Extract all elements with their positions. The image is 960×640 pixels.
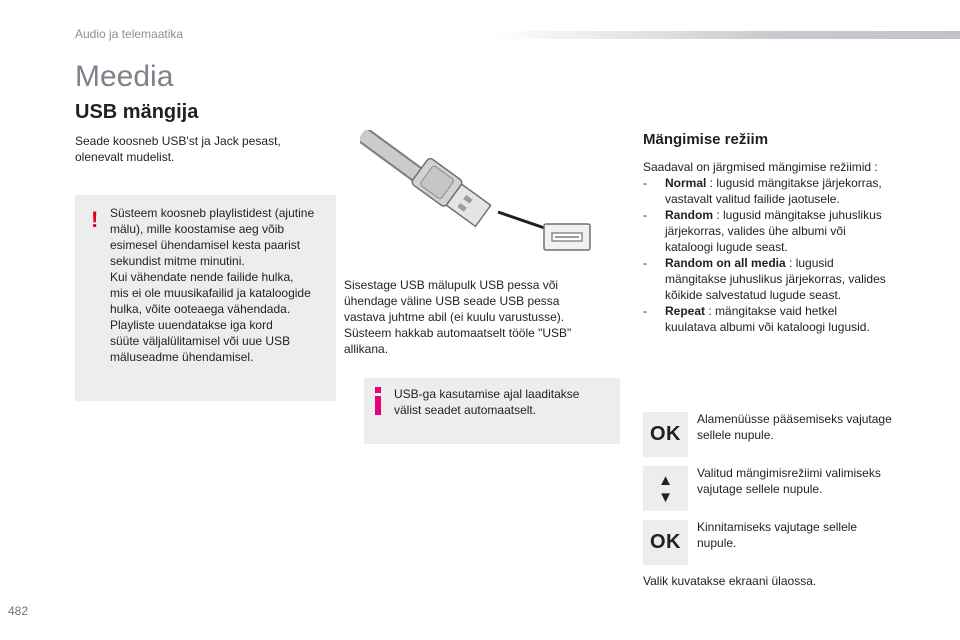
mode-desc: : mängitakse vaid hetkel — [705, 304, 838, 318]
warning-text — [110, 205, 330, 365]
key-text-line: nupule. — [697, 536, 737, 550]
usb-instructions-line: vastava juhtme abil (ei kuulu varustusse). — [344, 310, 565, 324]
mode-desc: järjekorras, valides ühe albumi või — [665, 224, 846, 238]
warning-line: mäluseadme ühendamisel. — [110, 350, 254, 364]
key-text-line: vajutage sellele nupule. — [697, 482, 823, 496]
mode-item-normal — [643, 175, 913, 207]
ok-submenu-text — [697, 411, 907, 443]
warning-line: Süsteem koosneb playlistidest (ajutine — [110, 206, 315, 220]
up-down-arrows-icon — [643, 466, 688, 511]
warning-line: sekundist mitme minutini. — [110, 254, 245, 268]
mode-desc: vastavalt valitud failide jaotusele. — [665, 192, 840, 206]
warning-icon: ! — [91, 207, 99, 232]
mode-name: Random on all media — [665, 256, 786, 270]
mode-dash: - — [643, 304, 647, 318]
usb-plug-illustration — [360, 130, 600, 260]
info-line: välist seadet automaatselt. — [394, 403, 537, 417]
mode-dash: - — [643, 256, 647, 270]
usb-instructions — [344, 277, 614, 357]
ok-confirm-text — [697, 519, 907, 551]
intro-line: Seade koosneb USB'st ja Jack pesast, — [75, 134, 281, 148]
mode-desc: kõikide salvestatud lugude seast. — [665, 288, 842, 302]
warning-line: süüte väljalülitamisel või uue USB — [110, 334, 291, 348]
mode-item-repeat — [643, 303, 913, 335]
usb-instructions-line: Sisestage USB mälupulk USB pessa või — [344, 278, 559, 292]
footer-note: Valik kuvatakse ekraani ülaossa. — [643, 574, 817, 588]
key-text-line: Kinnitamiseks vajutage sellele — [697, 520, 858, 534]
warning-line: esimesel ühendamisel kesta paarist — [110, 238, 301, 252]
mode-desc: kataloogi lugude seast. — [665, 240, 788, 254]
usb-instructions-line: allikana. — [344, 342, 389, 356]
section-header: Audio ja telemaatika — [75, 27, 184, 41]
warning-line: Playliste uuendatakse iga kord — [110, 318, 273, 332]
mode-item-random-all — [643, 255, 913, 303]
page-number: 482 — [8, 604, 29, 618]
mode-name: Random — [665, 208, 713, 222]
mode-dash: - — [643, 176, 647, 190]
intro-paragraph — [75, 133, 315, 165]
playback-mode-intro: Saadaval on järgmised mängimise režiimid : — [643, 160, 878, 174]
ok-button-icon: OK — [643, 520, 688, 565]
mode-desc: : lugusid mängitakse juhuslikus — [713, 208, 882, 222]
info-icon — [373, 386, 383, 416]
mode-name: Repeat — [665, 304, 706, 318]
warning-line: Kui vähendate nende failide hulka, — [110, 270, 294, 284]
mode-desc: kuulatava albumi või kataloogi lugusid. — [665, 320, 870, 334]
mode-dash: - — [643, 208, 647, 222]
page-title: Meedia — [75, 60, 174, 93]
info-box — [364, 378, 620, 444]
info-line: USB-ga kasutamise ajal laaditakse — [394, 387, 580, 401]
mode-desc: : lugusid — [785, 256, 834, 270]
mode-desc: : lugusid mängitakse järjekorras, — [706, 176, 882, 190]
key-text-line: Alamenüüsse pääsemiseks vajutage — [697, 412, 892, 426]
ok-button-icon: OK — [643, 412, 688, 457]
arrows-select-text — [697, 465, 907, 497]
usb-port — [544, 224, 590, 250]
usb-instructions-line: ühendage väline USB seade USB pessa — [344, 294, 560, 308]
warning-box — [75, 195, 336, 401]
playback-mode-list — [643, 175, 913, 335]
info-text — [394, 386, 614, 418]
mode-desc: mängitakse juhuslikus järjekorras, valides — [665, 272, 886, 286]
warning-line: hulka, võite ooteaega vähendada. — [110, 302, 291, 316]
mode-item-random — [643, 207, 913, 255]
key-text-line: Valitud mängimisrežiimi valimiseks — [697, 466, 881, 480]
warning-line: mälu), mille koostamise aeg võib — [110, 222, 285, 236]
arrow-up-icon: ▲ — [658, 471, 673, 489]
header-rule — [490, 31, 960, 39]
intro-line: olenevalt mudelist. — [75, 150, 175, 164]
mode-name: Normal — [665, 176, 707, 190]
playback-mode-title: Mängimise režiim — [643, 131, 769, 148]
section-subtitle: USB mängija — [75, 101, 199, 123]
warning-line: mis ei ole muusikafailid ja kataloogide — [110, 286, 311, 300]
key-text-line: sellele nupule. — [697, 428, 774, 442]
usb-plug — [411, 157, 493, 229]
usb-instructions-line: Süsteem hakkab automaatselt tööle "USB" — [344, 326, 572, 340]
arrow-down-icon: ▼ — [658, 488, 673, 506]
